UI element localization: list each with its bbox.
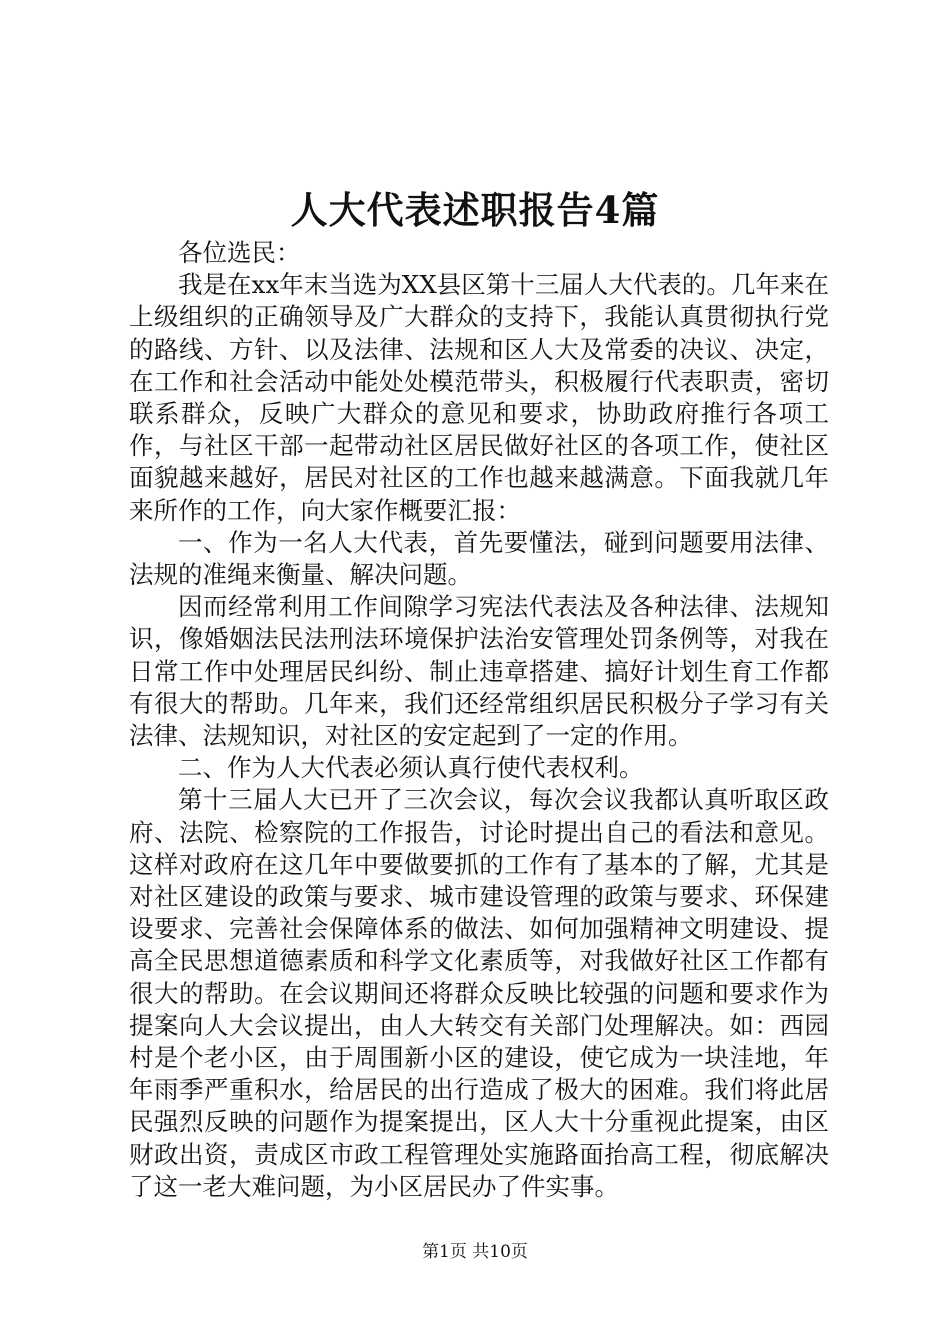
paragraph-section-2: 第十三届人大已开了三次会议，每次会议我都认真听取区政府、法院、检察院的工作报告，讨论时提出自己的看法和意见。这样对政府在这几年中要做要抓的工作有了基本的了解，尤其是对社区建设的政策与要求、城市建设管理的政策与要求、环保建设要求、完善社会保障体系的做法、如何加强精神文明建设、提高全民思想道德素质和科学文化素质等，对我做好社区工作都有很大的帮助。在会议期间还将群众反映比较强的问题和要求作为提案向人大会议提出，由人大转交有关部门处理解决。如：西园村是个老小区，由于周围新小区的建设，使它成为一块洼地，年年雨季严重积水，给居民的出行造成了极大的困难。我们将此居民强烈反映的问题作为提案提出，区人大十分重视此提案，由区财政出资，责成区市政工程管理处实施路面抬高工程，彻底解决了这一老大难问题，为小区居民办了件实事。: [129, 785, 829, 1201]
document-body: [129, 237, 829, 1203]
salutation: 各位选民：: [178, 238, 301, 267]
section-heading-2: 二、作为人大代表必须认真行使代表权利。: [178, 753, 644, 783]
page-footer: 第1页 共10页: [422, 1242, 528, 1262]
document-title: 人大代表述职报告4篇: [290, 188, 660, 232]
paragraph-section-1: 因而经常利用工作间隙学习宪法代表法及各种法律、法规知识，像婚姻法民法刑法环境保护法治安管理处罚条例等，对我在日常工作中处理居民纠纷、制止违章搭建、搞好计划生育工作都有很大的帮助。几年来，我们还经常组织居民积极分子学习有关法律、法规知识，对社区的安定起到了一定的作用。: [129, 592, 829, 751]
section-heading-1: 一、作为一名人大代表，首先要懂法，碰到问题要用法律、法规的准绳来衡量、解决问题。: [129, 527, 829, 590]
paragraph-intro: 我是在xx年末当选为XX县区第十三届人大代表的。几年来在上级组织的正确领导及广大群众的支持下，我能认真贯彻执行党的路线、方针、以及法律、法规和区人大及常委的决议、决定，在工作和社会活动中能处处模范带头，积极履行代表职责，密切联系群众，反映广大群众的意见和要求，协助政府推行各项工作，与社区干部一起带动社区居民做好社区的各项工作，使社区面貌越来越好，居民对社区的工作也越来越满意。下面我就几年来所作的工作，向大家作概要汇报：: [129, 270, 829, 525]
